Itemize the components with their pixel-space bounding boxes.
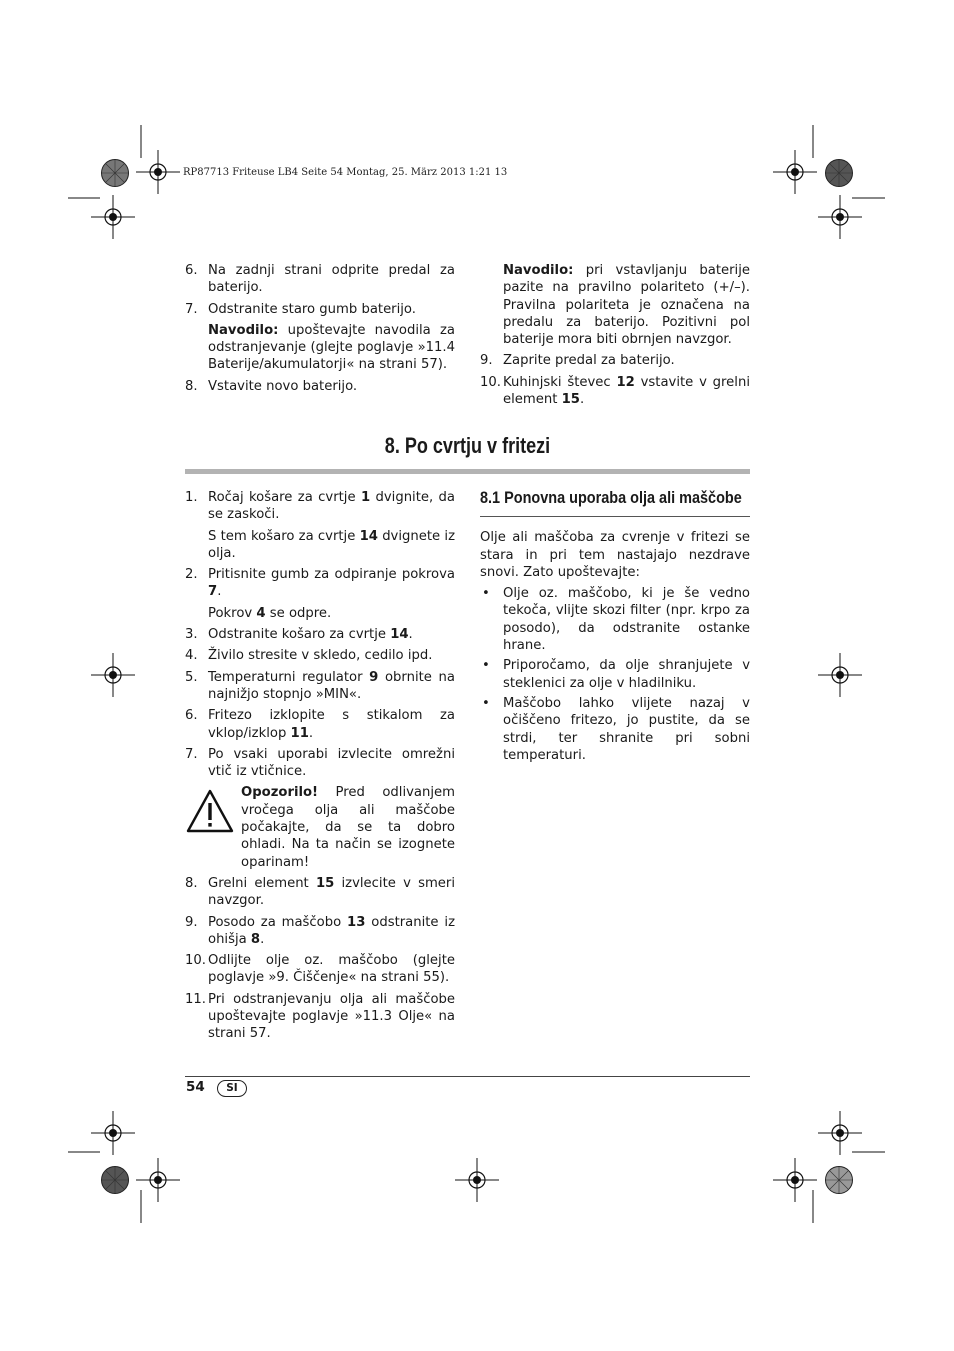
color-wheel-icon <box>100 158 130 188</box>
page-number: 54 <box>186 1079 205 1095</box>
item-number: 5. <box>185 669 198 685</box>
text-run: odstranite iz ohišja <box>208 914 455 947</box>
item-number: 3. <box>185 627 198 643</box>
bullet-text: Priporočamo, da olje shranjujete v steklenici za olje v hladilniku. <box>503 658 750 691</box>
note-text: pri vstavljanju baterije pazite na pravilno polariteto (+/–). Pravilna polariteta je označena na predalu za baterijo. Pozitivni pol baterije mora biti obrnjen navzgor. <box>503 263 750 348</box>
intro-paragraph: Olje ali maščoba za cvrenje v fritezi se stara in pri tem nastajajo nezdrave snovi. Zato upoštevajte: <box>480 530 750 580</box>
item-text <box>208 626 455 643</box>
color-wheel-icon <box>100 1165 130 1195</box>
item-number: 7. <box>185 301 198 317</box>
text-run: Grelni element <box>208 875 316 891</box>
part-number: 14 <box>359 528 378 544</box>
item-text: Odstranite staro gumb baterijo. <box>208 301 416 317</box>
top-left-column <box>185 262 455 399</box>
subsection-rule <box>480 516 750 517</box>
list-item <box>185 991 455 1043</box>
bullet-item <box>480 585 750 654</box>
warning-triangle-icon <box>185 784 241 870</box>
registration-mark-icon <box>452 1155 502 1205</box>
item-text: Pri odstranjevanju olja ali maščobe upoštevajte poglavje »11.3 Olje« na strani 57. <box>208 991 455 1042</box>
list-item <box>185 262 455 297</box>
note-text: upoštevajte navodila za odstranjevanje (glejte poglavje »11.4 Baterije/akumulatorji« na strani 57). <box>208 322 455 373</box>
item-text: Zaprite predal za baterijo. <box>503 353 675 369</box>
item-text <box>208 707 455 742</box>
warning-label: Opozorilo! <box>241 785 319 801</box>
part-number: 1 <box>360 490 371 505</box>
item-text <box>208 489 455 524</box>
list-item <box>185 626 455 643</box>
text-run: se odpre. <box>265 605 332 621</box>
text-run: Temperaturni regulator <box>208 669 370 685</box>
item-number: 6. <box>185 708 198 724</box>
text-run: Odstranite košaro za cvrtje <box>208 627 391 643</box>
note-paragraph <box>185 322 455 374</box>
list-item <box>185 952 455 987</box>
part-number: 8 <box>250 931 261 947</box>
item-text: Živilo stresite v skledo, cedilo ipd. <box>208 648 433 664</box>
bottom-left-column <box>185 489 455 1047</box>
list-item <box>185 489 455 524</box>
list-item <box>185 647 455 664</box>
registration-mark-icon <box>133 147 183 197</box>
registration-mark-icon <box>815 1108 865 1158</box>
text-run: Pritisnite gumb za odpiranje pokrova <box>208 567 455 583</box>
note-label: Navodilo: <box>503 263 574 278</box>
print-header: RP87713 Friteuse LB4 Seite 54 Montag, 25. März 2013 1:21 13 <box>183 167 508 178</box>
list-item <box>185 378 455 395</box>
item-text: Na zadnji strani odprite predal za baterijo. <box>208 263 455 296</box>
list-item <box>185 914 455 949</box>
color-wheel-icon <box>824 1165 854 1195</box>
footer-rule <box>185 1076 750 1077</box>
item-number: 10. <box>480 374 501 390</box>
item-number: 8. <box>185 875 198 891</box>
part-number: 13 <box>347 914 366 930</box>
item-paragraph <box>185 528 455 563</box>
warning-text <box>241 784 455 870</box>
text-run: . <box>408 627 413 643</box>
item-number: 9. <box>185 914 198 930</box>
text-run: Pred odlivanjem vročega olja ali maščobe počakajte, da se ta dobro ohladi. Na ta način se izognete oparinam! <box>241 785 455 870</box>
registration-mark-icon <box>770 147 820 197</box>
text-run: Posodo za maščobo <box>208 914 348 930</box>
item-text: Po vsaki uporabi izvlecite omrežni vtič iz vtičnice. <box>208 746 455 780</box>
text-run: Pokrov <box>208 605 257 621</box>
list-item <box>480 352 750 369</box>
part-number: 15 <box>315 875 335 891</box>
text-run: . <box>217 584 222 600</box>
item-number: 1. <box>185 490 198 505</box>
registration-mark-icon <box>88 650 138 700</box>
item-text <box>208 875 455 910</box>
bullet-marker: • <box>482 658 490 674</box>
item-number: 9. <box>480 353 493 369</box>
text-run: Kuhinjski števec <box>503 374 617 390</box>
item-number: 2. <box>185 567 198 583</box>
bullet-item <box>480 695 750 764</box>
bottom-right-column <box>480 489 750 767</box>
item-number: 6. <box>185 263 198 278</box>
language-badge: SI <box>217 1080 247 1097</box>
list-item <box>185 707 455 742</box>
item-text <box>503 374 750 409</box>
note-paragraph <box>480 262 750 348</box>
part-number: 14 <box>390 627 409 643</box>
item-text: Vstavite novo baterijo. <box>208 378 358 394</box>
text-run: . <box>308 725 314 741</box>
warning-box <box>185 784 455 870</box>
bullet-item <box>480 657 750 692</box>
bullet-text: Maščobo lahko vlijete nazaj v očiščeno fritezo, jo pustite, da se strdi, ter shranite pri sobni temperaturi. <box>503 695 750 763</box>
list-item <box>185 301 455 318</box>
registration-mark-icon <box>133 1155 183 1205</box>
subsection-title: 8.1 Ponovna uporaba olja ali maščobe <box>480 488 742 507</box>
item-text <box>208 566 455 601</box>
list-item <box>185 669 455 704</box>
item-number: 11. <box>185 991 206 1007</box>
part-number: 9 <box>369 669 379 685</box>
registration-mark-icon <box>770 1155 820 1205</box>
bullet-marker: • <box>482 586 490 602</box>
part-number: 4 <box>256 605 266 621</box>
registration-mark-icon <box>815 650 865 700</box>
text-run: Fritezo izklopite s stikalom za vklop/izklop <box>208 708 455 741</box>
registration-mark-icon <box>815 192 865 242</box>
bullet-marker: • <box>482 695 490 711</box>
text-run: . <box>260 931 265 947</box>
list-item <box>480 374 750 409</box>
item-number: 7. <box>185 746 198 762</box>
list-item <box>185 875 455 910</box>
bullet-text: Olje oz. maščobo, ki je še vedno tekoča, vlijte skozi filter (npr. krpo za posodo), da odstranite ostanke hrane. <box>503 586 750 654</box>
text-run: dvignete iz olja. <box>208 528 455 561</box>
section-title: 8. Po cvrtju v fritezi <box>384 433 551 458</box>
item-number: 8. <box>185 378 198 394</box>
part-number: 15 <box>561 392 580 408</box>
note-label: Navodilo: <box>208 322 279 338</box>
item-text <box>208 669 455 704</box>
top-right-column <box>480 262 750 412</box>
title-rule <box>185 469 750 474</box>
color-wheel-icon <box>824 158 854 188</box>
item-text: Odlijte olje oz. maščobo (glejte poglavje »9. Čiščenje« na strani 55). <box>208 953 455 986</box>
part-number: 12 <box>616 374 635 390</box>
text-run: vstavite v grelni element <box>503 374 750 408</box>
text-run: Ročaj košare za cvrtje <box>208 490 361 505</box>
list-item <box>185 566 455 601</box>
item-number: 4. <box>185 648 198 664</box>
item-number: 10. <box>185 953 206 969</box>
list-item <box>185 746 455 781</box>
text-run: obrnite na najnižjo stopnjo »MIN«. <box>208 669 455 702</box>
item-paragraph <box>185 605 455 622</box>
text-run: izvlecite v smeri navzgor. <box>208 875 455 909</box>
registration-mark-icon <box>88 192 138 242</box>
registration-mark-icon <box>88 1108 138 1158</box>
text-run: dvignite, da se zaskoči. <box>208 490 456 523</box>
part-number: 11 <box>290 725 309 741</box>
part-number: 7 <box>208 584 218 600</box>
item-text <box>208 914 455 949</box>
text-run: S tem košaro za cvrtje <box>208 528 360 544</box>
text-run: . <box>579 392 585 408</box>
